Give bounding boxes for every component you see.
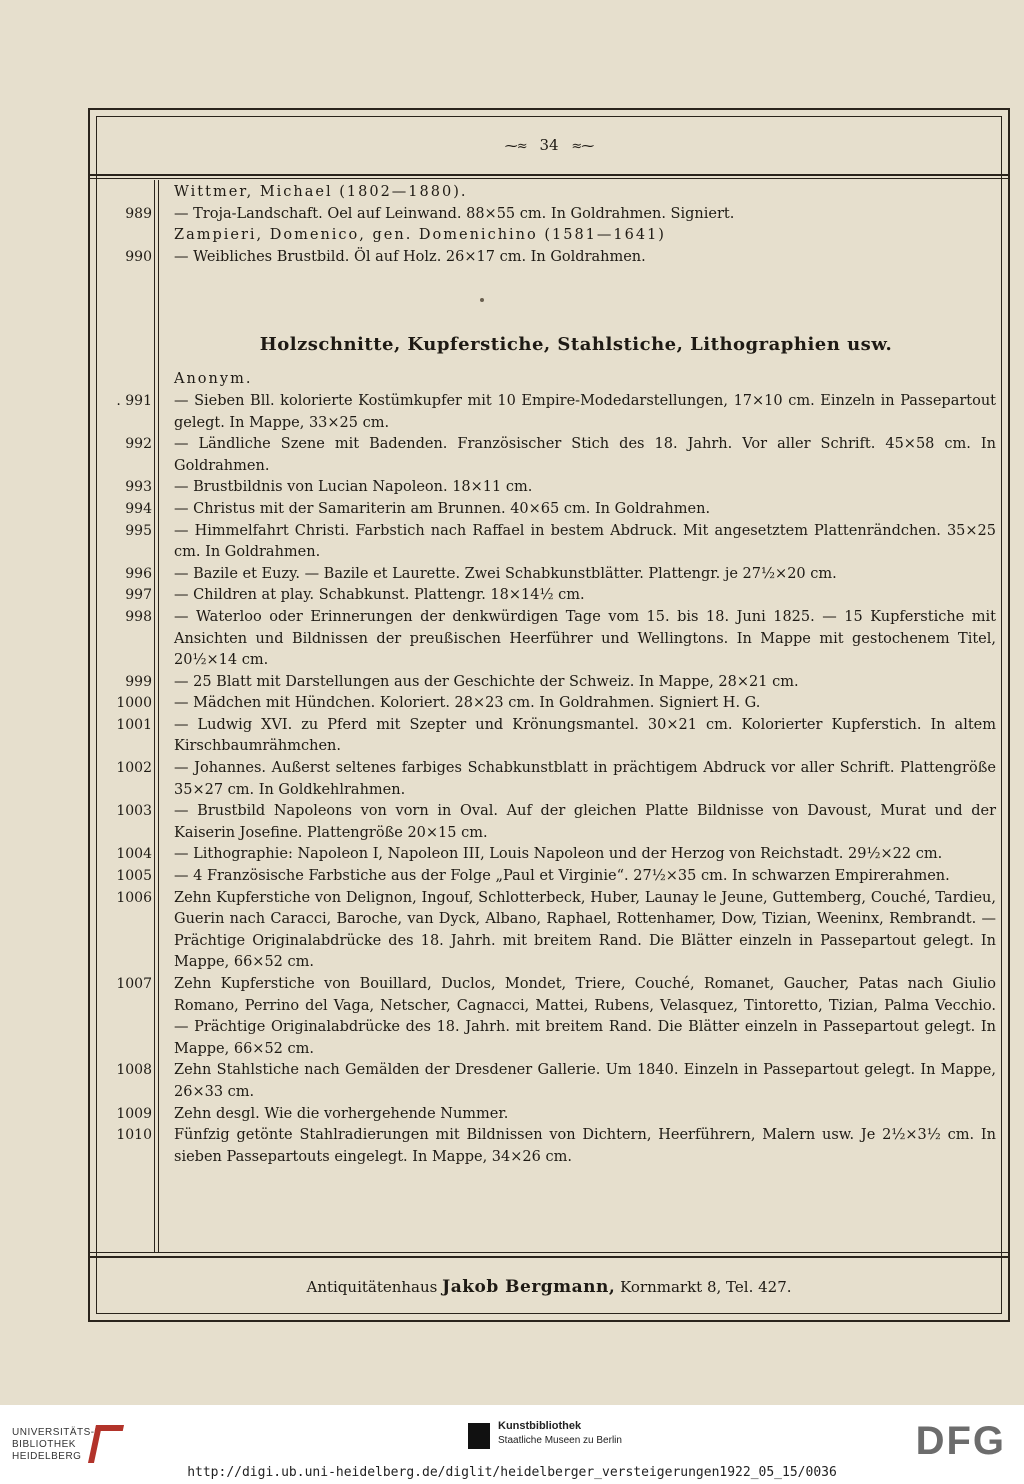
catalog-entry (96, 974, 996, 1060)
header-rule-thin (90, 178, 1008, 179)
dfg-logo[interactable]: DFG (915, 1419, 1006, 1463)
entry-number: 1001 (116, 716, 152, 733)
entry-text: Zehn Kupferstiche von Delignon, Ingouf, Schlotterbeck, Huber, Launay le Jeune, Guttemberg, Couché, Tardieu, Guerin nach Caracci, Baroche, van Dyck, Albano, Raphael, Rottenhamer, Dow, Tizian, Weeninx, Rembrandt. — Prächtige Originalabdrücke des 18. Jahrh. mit breitem Rand. Die Blätter einzeln in Passepartout gelegt. In Mappe, 66×52 cm. (174, 889, 996, 971)
catalog-entry (96, 888, 996, 974)
entry-number: 1006 (116, 889, 152, 906)
ornament-right: ≈⁓ (571, 139, 594, 154)
catalog-entry (96, 693, 996, 715)
kb-title: Kunstbibliothek (498, 1420, 582, 1432)
entry-text: Zehn Stahlstiche nach Gemälden der Dresdener Gallerie. Um 1840. Einzeln in Passepartout gelegt. In Mappe, 26×33 cm. (174, 1062, 996, 1100)
entry-text: — Mädchen mit Hündchen. Koloriert. 28×23 cm. In Goldrahmen. Signiert H. G. (174, 695, 761, 712)
entry-number: 994 (125, 500, 152, 517)
entry-text: — Children at play. Schabkunst. Plattengr. 18×14½ cm. (174, 587, 585, 604)
footer-prefix: Antiquitätenhaus (306, 1278, 438, 1296)
catalog-entry (96, 801, 996, 844)
page-number-row (90, 120, 1008, 170)
catalog-entry (96, 564, 996, 586)
publisher-footer (90, 1260, 1008, 1314)
entry-text: — 25 Blatt mit Darstellungen aus der Geschichte der Schweiz. In Mappe, 28×21 cm. (174, 673, 799, 690)
catalog-entry (96, 758, 996, 801)
section-title: Holzschnitte, Kupferstiche, Stahlstiche, Lithographien usw. (259, 334, 893, 356)
entry-number: 992 (125, 436, 152, 453)
entry-number: 1003 (116, 803, 152, 820)
catalog-entries (96, 182, 996, 1168)
catalog-entry (96, 607, 996, 672)
entry-text: — Himmelfahrt Christi. Farbstich nach Raffael in bestem Abdruck. Mit angesetztem Plattenrändchen. 35×25 cm. In Goldrahmen. (174, 522, 996, 561)
catalog-entry (96, 225, 996, 247)
entry-number: 1009 (116, 1105, 152, 1122)
entry-number: 993 (125, 479, 152, 496)
entry-text: — Brustbildnis von Lucian Napoleon. 18×11 cm. (174, 479, 533, 496)
ub-line-2: BIBLIOTHEK (12, 1439, 76, 1450)
ornament-left: ⁓≈ (504, 139, 527, 154)
entry-number: 996 (125, 565, 152, 582)
entry-text: — Johannes. Außerst seltenes farbiges Schabkunstblatt in prächtigem Abdruck vor aller Schrift. Plattengröße 35×27 cm. In Goldkehlrahmen. (174, 760, 996, 798)
ub-line-1: UNIVERSITÄTS- (12, 1427, 95, 1438)
entry-number (96, 182, 174, 204)
entry-number: 997 (125, 587, 152, 604)
catalog-entry (96, 499, 996, 521)
entry-text: — Weibliches Brustbild. Öl auf Holz. 26×17 cm. In Goldrahmen. (174, 248, 646, 265)
entry-number: 1010 (116, 1127, 152, 1144)
catalog-entry (96, 715, 996, 758)
footer-firm: Jakob Bergmann, (442, 1277, 616, 1297)
entry-text: — Bazile et Euzy. — Bazile et Laurette. Zwei Schabkunstblätter. Plattengr. je 27½×20 cm. (174, 565, 837, 582)
footer-rule-thin (90, 1252, 1008, 1253)
catalog-entry (96, 247, 996, 269)
catalog-entry (96, 434, 996, 477)
ub-line-3: HEIDELBERG (12, 1451, 82, 1462)
painting-entries (96, 182, 996, 268)
entry-text: — Brustbild Napoleons von vorn in Oval. Auf der gleichen Platte Bildnisse von Davoust, Murat und der Kaiserin Josefine. Plattengröße 20×15 cm. (174, 803, 996, 841)
entry-number (96, 225, 174, 247)
entry-text: — Troja-Landschaft. Oel auf Leinwand. 88×55 cm. In Goldrahmen. Signiert. (174, 205, 735, 222)
entry-text: — 4 Französische Farbstiche aus der Folge „Paul et Virginie“. 27½×35 cm. In schwarzen Empirerahmen. (174, 868, 950, 885)
header-rule (90, 174, 1008, 176)
digitization-bar (0, 1405, 1024, 1484)
entry-number: 990 (125, 248, 152, 265)
artist-name: Anonym. (174, 371, 253, 388)
entry-number (96, 369, 174, 391)
catalog-entry (96, 182, 996, 204)
entry-number: . 991 (116, 392, 152, 409)
entry-number: 1002 (116, 760, 152, 777)
catalog-entry (96, 1060, 996, 1103)
entry-text: Zehn desgl. Wie die vorhergehende Nummer. (174, 1105, 509, 1122)
entry-text: — Waterloo oder Erinnerungen der denkwürdigen Tage vom 15. bis 18. Juni 1825. — 15 Kupferstiche mit Ansichten und Bildnissen der preußischen Heerführer und Wellingtons. In Mappe mit gestochenem Titel, 20½×14 cm. (174, 608, 996, 669)
catalog-entry (96, 866, 996, 888)
entry-number: 995 (125, 522, 152, 539)
print-entries (96, 369, 996, 1168)
entry-number: 989 (125, 205, 152, 222)
kunstbibliothek-logo-icon (468, 1423, 490, 1449)
catalog-entry (96, 585, 996, 607)
kb-subtitle: Staatliche Museen zu Berlin (498, 1435, 622, 1446)
catalog-entry (96, 844, 996, 866)
artist-name: Zampieri, Domenico, gen. Domenichino (1581—1641) (174, 227, 666, 244)
kunstbibliothek-logo[interactable] (498, 1419, 622, 1448)
entry-number: 1005 (116, 868, 152, 885)
entry-number: 1000 (116, 695, 152, 712)
catalog-entry (96, 521, 996, 564)
footer-address: Kornmarkt 8, Tel. 427. (620, 1278, 792, 1296)
catalog-entry (96, 1125, 996, 1168)
catalog-entry (96, 369, 996, 391)
entry-number: 998 (125, 608, 152, 625)
entry-number: 1007 (116, 976, 152, 992)
catalog-entry (96, 204, 996, 226)
entry-text: — Ludwig XVI. zu Pferd mit Szepter und Krönungsmantel. 30×21 cm. Kolorierter Kupferstich. In altem Kirschbaumrähmchen. (174, 716, 996, 755)
catalog-entry (96, 477, 996, 499)
footer-rule (90, 1256, 1008, 1258)
entry-text: Zehn Kupferstiche von Bouillard, Duclos, Mondet, Triere, Couché, Romanet, Gaucher, Patas nach Giulio Romano, Perrino del Vaga, Netscher, Cagnacci, Mattei, Rubens, Velasquez, Tintoretto, Tizian, Palma Vecchio. — Prächtige Originalabdrücke des 18. Jahrh. mit breitem Rand. Die Blätter einzeln in Passepartout gelegt. In Mappe, 66×52 cm. (174, 976, 996, 1057)
entry-number: 1004 (116, 846, 152, 863)
artist-name: Wittmer, Michael (1802—1880). (174, 184, 468, 200)
entry-number: 999 (125, 673, 152, 690)
entry-text: Fünfzig getönte Stahlradierungen mit Bildnissen von Dichtern, Heerführern, Malern usw. Je 2½×3½ cm. In sieben Passepartouts eingelegt. In Mappe, 34×26 cm. (174, 1127, 996, 1165)
catalog-entry (96, 672, 996, 694)
catalog-entry (96, 391, 996, 434)
page-number: 34 (539, 136, 559, 154)
entry-text: — Sieben Bll. kolorierte Kostümkupfer mit 10 Empire-Modedarstellungen, 17×10 cm. Einzeln in Passepartout gelegt. In Mappe, 33×25 cm. (174, 392, 996, 431)
source-url[interactable]: http://digi.ub.uni-heidelberg.de/diglit/heidelberger_versteigerungen1922_05_15/0036 (187, 1465, 837, 1480)
entry-text: — Christus mit der Samariterin am Brunnen. 40×65 cm. In Goldrahmen. (174, 500, 711, 517)
entry-number: 1008 (116, 1062, 152, 1079)
catalog-entry (96, 1104, 996, 1126)
ub-heidelberg-logo[interactable] (12, 1427, 95, 1463)
entry-text: — Ländliche Szene mit Badenden. Französischer Stich des 18. Jahrh. Vor aller Schrift. 45×58 cm. In Goldrahmen. (174, 436, 996, 474)
entry-text: — Lithographie: Napoleon I, Napoleon III, Louis Napoleon und der Herzog von Reichstadt. 29½×22 cm. (174, 846, 943, 863)
